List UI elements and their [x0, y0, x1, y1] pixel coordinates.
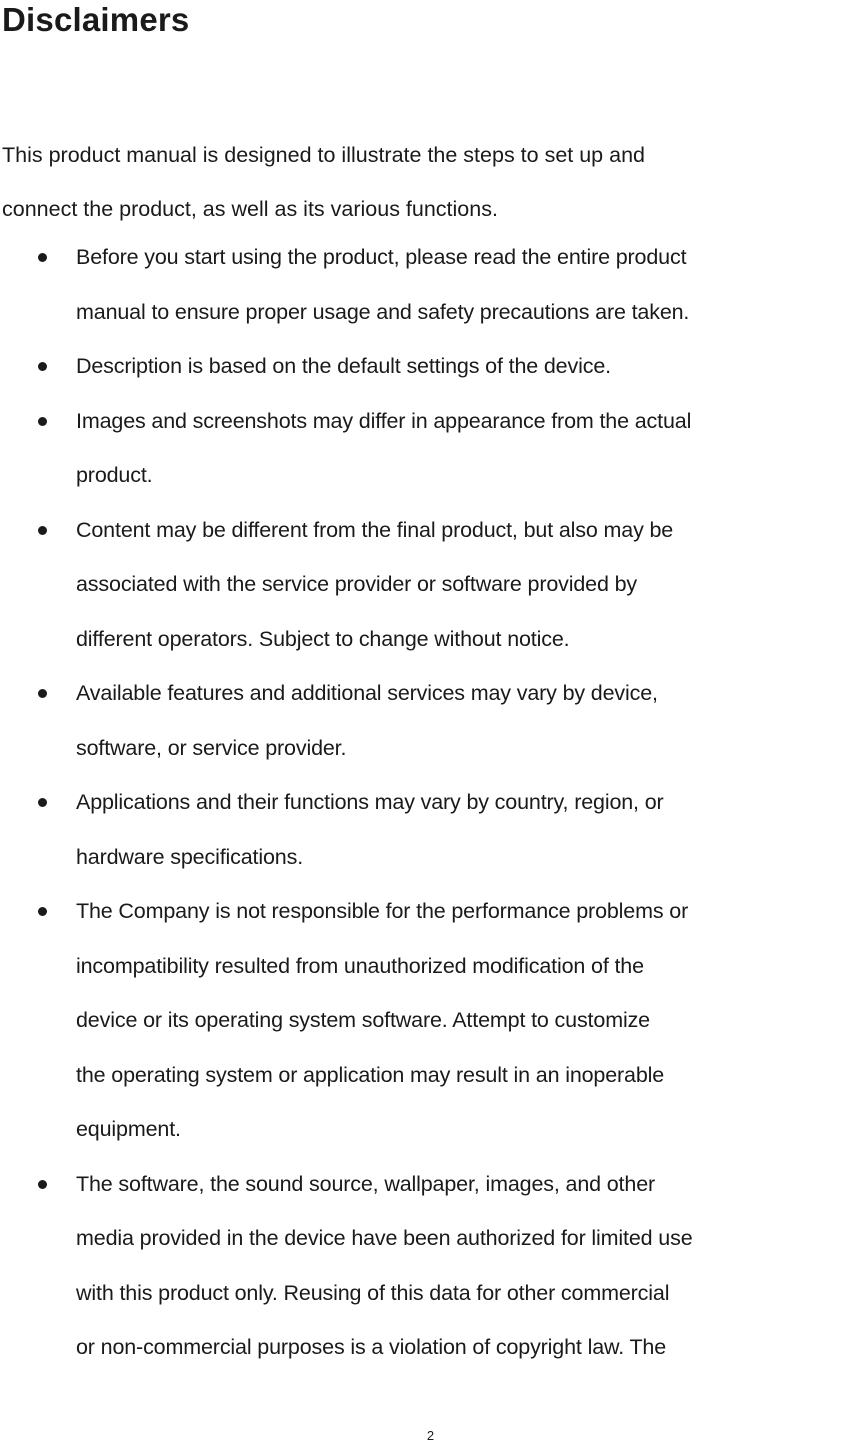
bullet-icon	[38, 362, 47, 371]
bullet-icon	[38, 253, 47, 262]
list-item-text: Before you start using the product, please read the entire product manual to ensure proper usage and safety precautions are taken.	[76, 245, 690, 324]
bullet-icon	[38, 907, 47, 916]
list-item-text: Applications and their functions may vary by country, region, or hardware specifications.	[76, 790, 664, 869]
list-item-text: Description is based on the default settings of the device.	[76, 354, 611, 378]
list-item	[0, 339, 861, 394]
bullet-icon	[38, 798, 47, 807]
bullet-icon	[38, 526, 47, 535]
bullet-icon	[38, 1180, 47, 1189]
intro-text: This product manual is designed to illustrate the steps to set up and connect the product, as well as its various functions.	[2, 143, 645, 221]
intro-paragraph	[2, 128, 802, 236]
list-item-text: Content may be different from the final product, but also may be associated with the service provider or software provided by different operators. Subject to change without notice.	[76, 517, 674, 651]
list-item	[0, 884, 861, 1157]
bullet-icon	[38, 417, 47, 426]
list-item	[0, 1157, 861, 1375]
list-item	[0, 394, 861, 503]
list-item	[0, 666, 861, 775]
list-item	[0, 503, 861, 667]
bullet-icon	[38, 689, 47, 698]
disclaimer-list	[0, 230, 861, 1375]
page-title: Disclaimers	[2, 1, 190, 38]
page-number: 2	[426, 1428, 435, 1443]
list-item-text: Images and screenshots may differ in appearance from the actual product.	[76, 408, 692, 487]
list-item	[0, 775, 861, 884]
list-item	[0, 230, 861, 339]
list-item-text: Available features and additional services may vary by device, software, or service provider.	[76, 681, 658, 760]
list-item-text: The Company is not responsible for the performance problems or incompatibility resulted from unauthorized modification of the device or its operating system software. Attempt to customize the operating system or application may result in an inoperable equipment.	[76, 899, 689, 1141]
list-item-text: The software, the sound source, wallpaper, images, and other media provided in the device have been authorized for limited use with this product only. Reusing of this data for other commercial or non-commercial purposes is a violation of copyright law. The	[76, 1171, 693, 1359]
